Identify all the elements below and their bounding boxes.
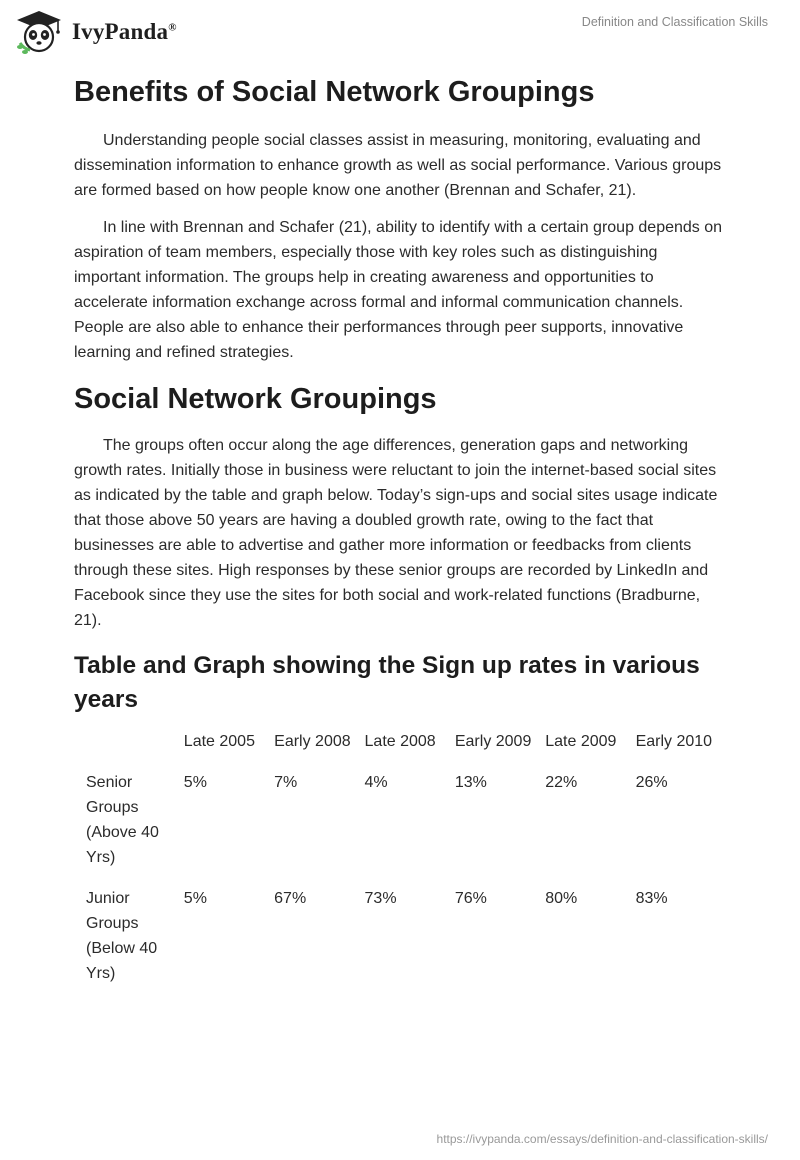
table-cell: 22% — [545, 774, 578, 791]
table-header-row — [78, 729, 726, 770]
column-header: Early 2009 — [454, 733, 532, 750]
row-label: Junior Groups (Below 40 Yrs) — [86, 890, 158, 982]
benefits-heading: Benefits of Social Network Groupings — [74, 76, 595, 108]
table-cell: 76% — [454, 890, 487, 907]
table-row-junior — [78, 886, 726, 1002]
table-cell: 26% — [635, 774, 668, 791]
article-content — [74, 72, 726, 1002]
page-header — [0, 0, 800, 62]
row-label: Senior Groups (Above 40 Yrs) — [86, 774, 159, 866]
benefits-paragraph-2: In line with Brennan and Schafer (21), ability to identify with a certain group depends on aspiration of team members, especially those with key roles such as distinguishing important information. The groups help in creating awareness and opportunities to accelerate information exchange across formal and informal communication channels. People are also able to enhance their performances through peer supports, innovative learning and refined strategies. — [74, 219, 723, 361]
table-heading: Table and Graph showing the Sign up rates in various years — [74, 652, 700, 713]
ivypanda-logo[interactable] — [14, 9, 254, 55]
groupings-heading: Social Network Groupings — [74, 383, 437, 415]
table-corner-cell — [78, 729, 184, 770]
table-cell: 5% — [183, 774, 207, 791]
table-cell: 83% — [635, 890, 668, 907]
benefits-paragraph-1: Understanding people social classes assist in measuring, monitoring, evaluating and dissemination information to enhance growth as well as social performance. Various groups are formed based on how people know one another (Brennan and Schafer, 21). — [74, 132, 722, 199]
table-cell: 80% — [545, 890, 578, 907]
table-cell: 73% — [364, 890, 397, 907]
source-url[interactable]: https://ivypanda.com/essays/definition-and-classification-skills/ — [436, 1132, 768, 1146]
column-header: Late 2005 — [183, 733, 255, 750]
table-cell: 5% — [183, 890, 207, 907]
sign-up-rates-table — [78, 729, 726, 1002]
groupings-paragraph-1: The groups often occur along the age differences, generation gaps and networking growth rates. Initially those in business were reluctant to join the internet-based social sites as indicated by the table and graph below. Today’s sign-ups and social sites usage indicate that those above 50 years are having a doubled growth rate, owing to the fact that businesses are able to advertise and gather more information or feedbacks from clients through these sites. High responses by these senior groups are recorded by LinkedIn and Facebook since they use the sites for both social and work-related functions (Bradburne, 21). — [74, 437, 718, 629]
table-row-senior — [78, 770, 726, 886]
column-header: Late 2008 — [364, 733, 436, 750]
table-cell: 4% — [364, 774, 388, 791]
column-header: Early 2008 — [274, 733, 351, 750]
panda-icon — [14, 9, 64, 55]
column-header: Late 2009 — [545, 733, 617, 750]
table-cell: 67% — [274, 890, 307, 907]
table-cell: 7% — [274, 774, 298, 791]
table-cell: 13% — [454, 774, 487, 791]
brand-name: IvyPanda® — [72, 19, 177, 44]
document-title: Definition and Classification Skills — [581, 15, 768, 29]
column-header: Early 2010 — [635, 733, 713, 750]
